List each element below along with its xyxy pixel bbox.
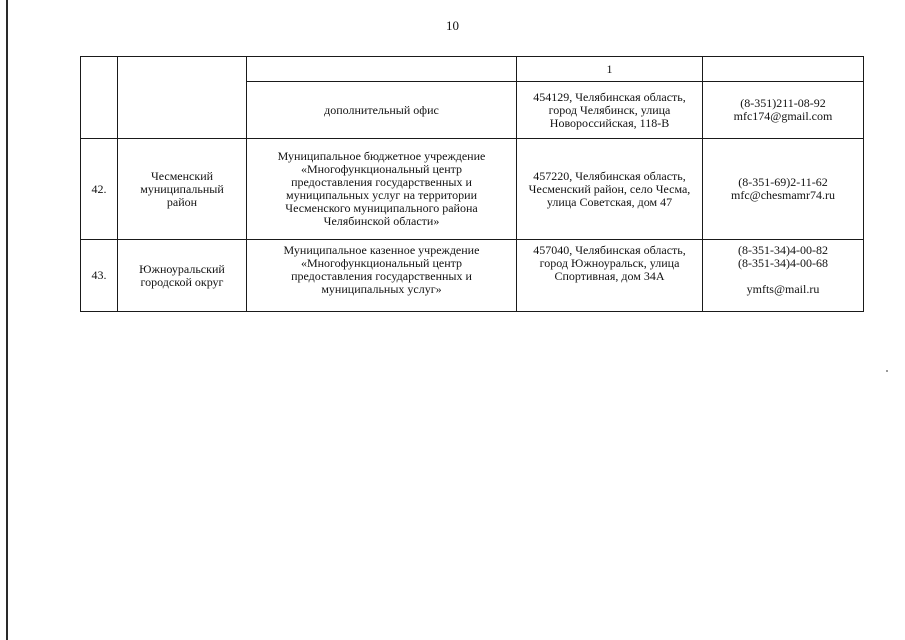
cell-contacts xyxy=(703,82,864,139)
address-line: Новороссийская, 118-В xyxy=(549,115,670,130)
table-row xyxy=(81,240,864,312)
cell-contacts xyxy=(703,139,864,240)
district-line: муниципальный xyxy=(140,181,224,196)
cell-org xyxy=(247,240,517,312)
org-line: «Многофункциональный центр xyxy=(300,162,463,176)
cell-address xyxy=(517,82,703,139)
address-line: город Южноуральск, улица xyxy=(539,256,680,270)
phone: (8-351)211-08-92 xyxy=(740,96,826,110)
address-line: 454129, Челябинская область, xyxy=(533,89,686,104)
org-line: муниципальных услуг» xyxy=(321,282,442,296)
org-line: Муниципальное казенное учреждение xyxy=(283,243,480,257)
phone: (8-351-34)4-00-68 xyxy=(738,256,828,270)
org-line: «Многофункциональный центр xyxy=(300,256,463,270)
phone: (8-351-69)2-11-62 xyxy=(738,175,828,189)
district-line: Чесменский xyxy=(150,168,214,183)
email: mfc174@gmail.com xyxy=(733,109,833,123)
page-margin-rule xyxy=(6,0,8,640)
cell-contacts xyxy=(703,240,864,312)
address-line: 457040, Челябинская область, xyxy=(533,243,686,257)
org-line: предоставления государственных и xyxy=(291,269,472,283)
org-line: муниципальных услуг на территории xyxy=(286,188,477,202)
table-row xyxy=(81,139,864,240)
cell-address-column-number: 1 xyxy=(517,57,703,82)
address-line: Спортивная, дом 34А xyxy=(554,269,665,283)
cell-district xyxy=(118,139,247,240)
cell-contacts xyxy=(703,57,864,82)
cell-district xyxy=(118,240,247,312)
district-line: район xyxy=(166,194,198,209)
scan-speck xyxy=(886,370,888,372)
mfc-offices-table xyxy=(80,56,864,312)
district-line: городской округ xyxy=(140,274,224,289)
cell-district xyxy=(118,57,247,139)
table-header-row xyxy=(81,57,864,82)
email: mfc@chesmamr74.ru xyxy=(730,188,835,202)
org-line: Муниципальное бюджетное учреждение xyxy=(277,149,486,163)
org-line: Челябинской области» xyxy=(323,214,440,228)
cell-num: 42. xyxy=(81,139,118,240)
cell-address xyxy=(517,139,703,240)
org-line: предоставления государственных и xyxy=(291,175,472,189)
address-line: 457220, Челябинская область, xyxy=(533,168,686,183)
cell-num xyxy=(81,57,118,139)
phone: (8-351-34)4-00-82 xyxy=(738,243,828,257)
district-line: Южноуральский xyxy=(139,261,225,276)
cell-org xyxy=(247,82,517,139)
cell-address xyxy=(517,240,703,312)
org-line: дополнительный офис xyxy=(324,102,439,117)
address-line: Чесменский район, село Чесма, xyxy=(528,181,691,196)
address-line: город Челябинск, улица xyxy=(548,102,671,117)
address-line: улица Советская, дом 47 xyxy=(546,194,673,209)
email: ymfts@mail.ru xyxy=(746,282,820,296)
cell-org xyxy=(247,139,517,240)
page-number: 10 xyxy=(446,18,459,33)
cell-num: 43. xyxy=(81,240,118,312)
cell-org xyxy=(247,57,517,82)
org-line: Чесменского муниципального района xyxy=(285,201,478,215)
